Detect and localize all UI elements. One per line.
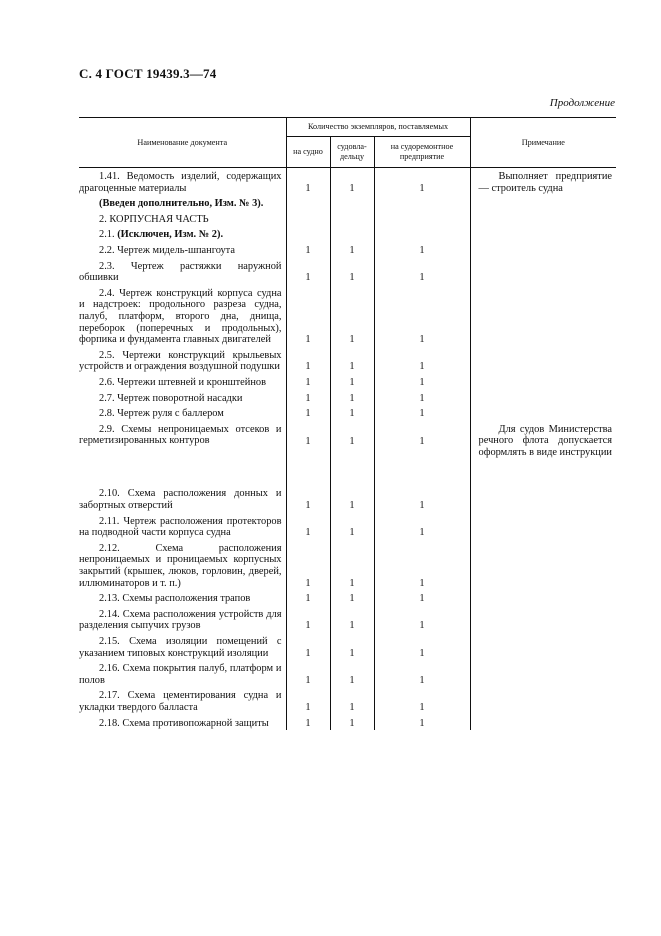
table-row bbox=[79, 715, 616, 731]
row-shipbuilder-count: 1 bbox=[330, 687, 374, 714]
table-row bbox=[79, 168, 616, 196]
row-name: 2.13. Схемы расположения трапов bbox=[99, 593, 251, 605]
row-name: 2.5. Чертежи конструкций крыльевых устройств и ограждения воздушной подушки bbox=[79, 349, 282, 373]
column-header-ship: на судно bbox=[286, 137, 330, 168]
row-shipbuilder-count: 1 bbox=[330, 540, 374, 590]
row-ship-count: 1 bbox=[286, 258, 330, 285]
row-shipbuilder-count: 1 bbox=[330, 258, 374, 285]
table-row bbox=[79, 660, 616, 687]
row-ship-count: 1 bbox=[286, 715, 330, 731]
row-repair-count: 1 bbox=[374, 715, 470, 731]
row-shipbuilder-count: 1 bbox=[330, 606, 374, 633]
row-ship-count: 1 bbox=[286, 347, 330, 374]
row-ship-count: 1 bbox=[286, 374, 330, 390]
row-ship-count: 1 bbox=[286, 405, 330, 421]
row-repair-count: 1 bbox=[374, 374, 470, 390]
row-name: 1.41. Ведомость изделий, содержащих драгоценные материалы bbox=[79, 171, 282, 194]
row-shipbuilder-count: 1 bbox=[330, 285, 374, 347]
row-ship-count: 1 bbox=[286, 687, 330, 714]
row-ship-count: 1 bbox=[286, 285, 330, 347]
row-name: 2. КОРПУСНАЯ ЧАСТЬ bbox=[99, 213, 209, 225]
row-shipbuilder-count: 1 bbox=[330, 390, 374, 406]
table-row bbox=[79, 405, 616, 421]
row-name: (Введен дополнительно, Изм. № 3). bbox=[99, 198, 264, 210]
row-repair-count: 1 bbox=[374, 390, 470, 406]
row-shipbuilder-count: 1 bbox=[330, 715, 374, 731]
table-row bbox=[79, 421, 616, 460]
row-note: Для судов Министерства речного флота допускается оформлять в виде инструкции bbox=[478, 423, 613, 458]
row-ship-count: 1 bbox=[286, 590, 330, 606]
row-repair-count: 1 bbox=[374, 633, 470, 660]
table-row bbox=[79, 590, 616, 606]
continuation-label: Продолжение bbox=[549, 97, 615, 109]
row-repair-count: 1 bbox=[374, 405, 470, 421]
row-repair-count: 1 bbox=[374, 485, 470, 512]
row-name: 2.9. Схемы непроницаемых отсеков и герметизированных контуров bbox=[79, 423, 282, 447]
row-name: 2.6. Чертежи штевней и кронштейнов bbox=[99, 376, 267, 388]
row-name: 2.17. Схема цементирования судна и укладки твердого балласта bbox=[79, 690, 282, 713]
row-ship-count: 1 bbox=[286, 168, 330, 196]
row-shipbuilder-count: 1 bbox=[330, 660, 374, 687]
row-name: 2.12. Схема расположения непроницаемых и проницаемых корпусных закрытий (крышек, люков, горловин, дверей, иллюминаторов и т. п.) bbox=[79, 542, 282, 589]
row-name: 2.7. Чертеж поворотной насадки bbox=[99, 392, 243, 404]
row-repair-count: 1 bbox=[374, 242, 470, 258]
row-name: 2.18. Схема противопожарной защиты bbox=[99, 717, 269, 729]
table-row bbox=[79, 633, 616, 660]
row-ship-count: 1 bbox=[286, 633, 330, 660]
table-row bbox=[79, 195, 616, 211]
row-shipbuilder-count: 1 bbox=[330, 633, 374, 660]
column-header-note: Примечание bbox=[470, 118, 616, 168]
row-repair-count: 1 bbox=[374, 660, 470, 687]
table-row bbox=[79, 285, 616, 347]
page-header: С. 4 ГОСТ 19439.3—74 bbox=[79, 66, 217, 81]
table-row bbox=[79, 242, 616, 258]
table-row bbox=[79, 258, 616, 285]
row-name: 2.14. Схема расположения устройств для разделения сыпучих грузов bbox=[79, 608, 282, 632]
row-shipbuilder-count: 1 bbox=[330, 513, 374, 540]
table-row bbox=[79, 390, 616, 406]
row-shipbuilder-count: 1 bbox=[330, 168, 374, 196]
row-ship-count: 1 bbox=[286, 606, 330, 633]
table-row bbox=[79, 606, 616, 633]
row-repair-count: 1 bbox=[374, 168, 470, 196]
row-ship-count: 1 bbox=[286, 540, 330, 590]
row-ship-count: 1 bbox=[286, 513, 330, 540]
column-header-name: Наименование документа bbox=[79, 118, 286, 168]
table-row bbox=[79, 374, 616, 390]
row-ship-count: 1 bbox=[286, 390, 330, 406]
row-ship-count: 1 bbox=[286, 660, 330, 687]
row-shipbuilder-count: 1 bbox=[330, 405, 374, 421]
table-row bbox=[79, 485, 616, 512]
row-repair-count: 1 bbox=[374, 347, 470, 374]
row-repair-count: 1 bbox=[374, 285, 470, 347]
row-shipbuilder-count: 1 bbox=[330, 242, 374, 258]
table-row bbox=[79, 513, 616, 540]
row-name: 2.2. Чертеж мидель-шпангоута bbox=[99, 244, 235, 256]
table-row bbox=[79, 226, 616, 242]
row-repair-count: 1 bbox=[374, 687, 470, 714]
row-repair-count: 1 bbox=[374, 258, 470, 285]
column-header-repair-plant: на судоремонтное предприятие bbox=[374, 137, 470, 168]
row-ship-count: 1 bbox=[286, 242, 330, 258]
column-header-shipbuilder: судовла-дельцу bbox=[330, 137, 374, 168]
row-name: 2.16. Схема покрытия палуб, платформ и полов bbox=[79, 663, 282, 686]
row-name: 2.10. Схема расположения донных и забортных отверстий bbox=[79, 488, 282, 512]
row-name: (Исключен, Изм. № 2). bbox=[117, 229, 224, 241]
row-repair-count: 1 bbox=[374, 606, 470, 633]
row-shipbuilder-count: 1 bbox=[330, 421, 374, 460]
documents-table bbox=[79, 117, 616, 730]
row-shipbuilder-count: 1 bbox=[330, 374, 374, 390]
row-ship-count: 1 bbox=[286, 485, 330, 512]
row-repair-count: 1 bbox=[374, 540, 470, 590]
row-number: 2.1. bbox=[99, 229, 115, 241]
table-row bbox=[79, 687, 616, 714]
table-row bbox=[79, 540, 616, 590]
row-shipbuilder-count: 1 bbox=[330, 347, 374, 374]
table-row bbox=[79, 211, 616, 227]
row-repair-count: 1 bbox=[374, 590, 470, 606]
row-shipbuilder-count: 1 bbox=[330, 590, 374, 606]
row-name: 2.8. Чертеж руля с баллером bbox=[99, 408, 224, 420]
row-note: Выполняет предприятие — строитель судна bbox=[478, 171, 613, 194]
row-shipbuilder-count: 1 bbox=[330, 485, 374, 512]
row-name: 2.11. Чертеж расположения протекторов на подводной части корпуса судна bbox=[79, 515, 282, 539]
table-row bbox=[79, 347, 616, 374]
row-name: 2.15. Схема изоляции помещений с указанием типовых конструкций изоляции bbox=[79, 636, 282, 659]
row-repair-count: 1 bbox=[374, 421, 470, 460]
row-ship-count: 1 bbox=[286, 421, 330, 460]
column-header-quantity: Количество экземпляров, поставляемых bbox=[286, 118, 470, 137]
row-name: 2.4. Чертеж конструкций корпуса судна и надстроек: продольного разреза судна, палуб, платформ, второго дна, днища, переборок (поперечных и продольных), форпика и фундамента главных двигателей bbox=[79, 287, 282, 346]
row-name: 2.3. Чертеж растяжки наружной обшивки bbox=[79, 260, 282, 284]
row-repair-count: 1 bbox=[374, 513, 470, 540]
